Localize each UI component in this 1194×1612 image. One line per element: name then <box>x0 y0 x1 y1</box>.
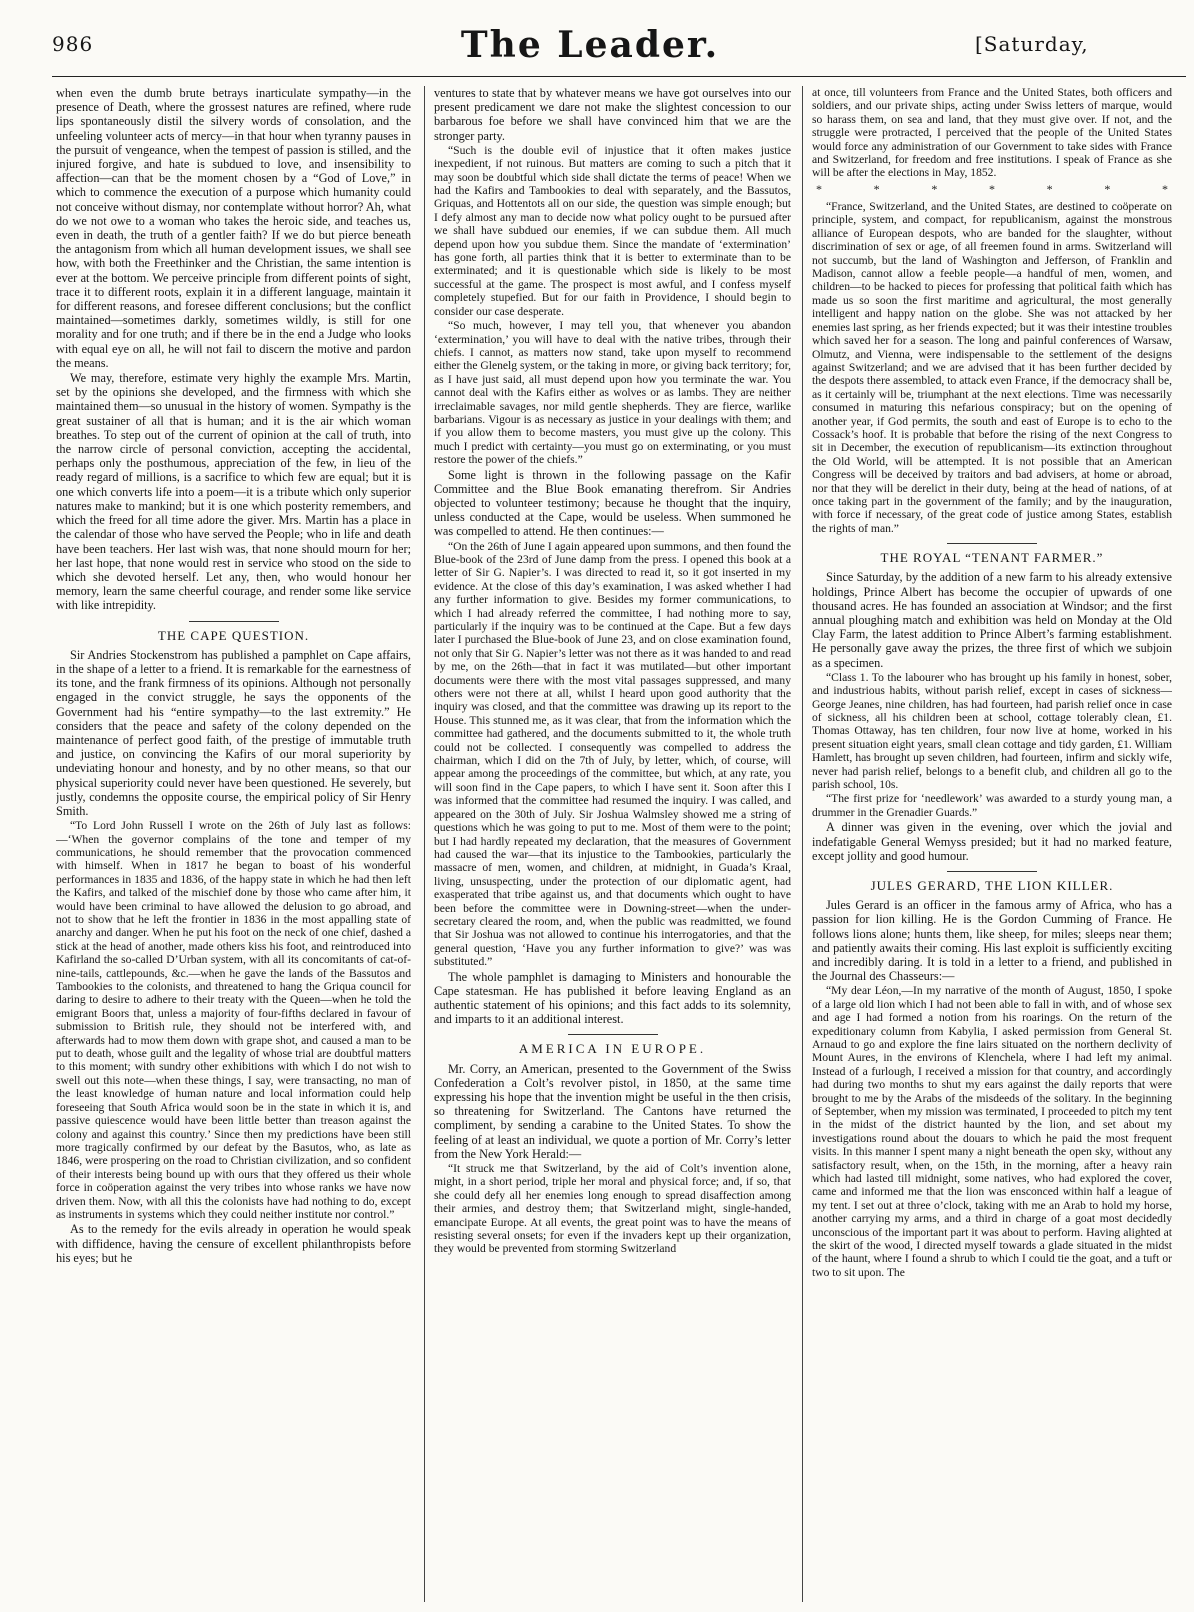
paragraph: As to the remedy for the evils already in operation he would speak with diffidence, having the censure of excellent philanthropists before his eyes; but he <box>56 1222 411 1265</box>
column-3 <box>812 86 1172 1602</box>
column-divider <box>802 86 803 1602</box>
masthead-title: The Leader. <box>460 24 720 66</box>
column-2 <box>434 86 791 1602</box>
article-heading-america-in-europe: AMERICA IN EUROPE. <box>518 1041 707 1057</box>
article-heading-lion-killer: JULES GERARD, THE LION KILLER. <box>870 877 1114 893</box>
section-rule <box>189 621 279 622</box>
column-1 <box>56 86 411 1602</box>
quoted-paragraph: “It struck me that Switzerland, by the aid of Colt’s invention alone, might, in a short period, triple her moral and physical force; and, if so, that she could defy all her enemies long enough to spread disaffection among their armies, and destroy them; that Switzerland might, single-handed, emancipate Europe. At all events, the great point was to have the means of resisting several onsets; for even if the invaders kept up their organization, they would be prevented from storming Switzerland <box>434 1162 791 1256</box>
quoted-paragraph: “Class 1. To the labourer who has brought up his family in honest, sober, and industrious habits, without parish relief, except in cases of sickness—George Jeanes, nine children, has had fourteen, had parish relief once in case of sickness, all his children been at school, cottage tolerably clean, £1. Thomas Ottaway, has ten children, four now live at home, worked in his present situation eight years, small clean cottage and tidy garden, £1. William Hamlett, has brought up seven children, had fourteen, infirm and sickly wife, never had parish relief, belongs to a benefit club, and children all go to the parish school, 10s. <box>812 670 1172 792</box>
paragraph: Sir Andries Stockenstrom has published a pamphlet on Cape affairs, in the shape of a letter to a friend. It is remarkable for the earnestness of its tone, and the frank firmness of its opinions. Although not personally engaged in the convict struggle, he says the opponents of the Government had his “entire sympathy—to the last extremity.” He considers that the peace and safety of the colony depended on the maintenance of perfect good faith, of the prestige of immutable truth and justice, on convincing the Kafirs of our moral superiority by undeviating honour and honesty, and by no other means, so that our physical superiority could never have been questioned. He severely, but justly, condemns the opposite course, the empirical policy of Sir Henry Smith. <box>56 647 411 818</box>
paragraph: ventures to state that by whatever means we have got ourselves into our present predicament we dare not make the slightest concession to our barbarous foe before we shall have convinced him that we are the stronger party. <box>434 86 791 143</box>
article-heading-cape-question: THE CAPE QUESTION. <box>157 627 310 643</box>
header-rule <box>52 76 1186 77</box>
paragraph: We may, therefore, estimate very highly the example Mrs. Martin, set by the opinions she developed, and the firmness with which she maintained them—so unusual in the history of women. Sympathy is the great sustainer of all that is human; and it is the air which woman breathes. To step out of the current of opinion at the call of truth, into the narrow circle of personal conviction, accepting the accidental, perhaps only the posthumous, appreciation of the few, in lieu of the ready regard of millions, is a sacrifice to which few are equal; but it is one which converts life into a poem—it is a tribute which only superior natures make to mankind; but it is one which posterity remembers, and which the freed for all time adore the giver. Mrs. Martin has a place in the calendar of those who have served the People; who in life and death have been teachers. Her last wish was, that none should mourn for her; her last hope, that none would rest in service who stood on the side to which she devoted herself. Let any, then, who would honour her memory, learn the same cheerful courage, and render some like service with like intrepidity. <box>56 371 411 613</box>
paragraph: Jules Gerard is an officer in the famous army of Africa, who has a passion for lion killing. He is the Gordon Cumming of France. He follows lions alone; hunts them, like sheep, for miles; sleeps near them; and patiently awaits their coming. His last exploit is sufficiently exciting and incredibly daring. It is told in a letter to a friend, and published in the Journal des Chasseurs:— <box>812 898 1172 984</box>
section-rule <box>947 871 1037 872</box>
paragraph: The whole pamphlet is damaging to Ministers and honourable the Cape statesman. He has published it before leaving England as an authentic statement of his opinions; and this fact adds to its solemnity, and imparts to it an additional interest. <box>434 969 791 1027</box>
paragraph: Since Saturday, by the addition of a new farm to his already extensive holdings, Prince Albert has become the occupier of upwards of one thousand acres. He has founded an association at Windsor; and the first annual ploughing match and exhibition was held on Monday at the Old Clay Farm, the latest addition to Prince Albert’s farming establishment. He personally gave away the prizes, the three first of which we subjoin as a specimen. <box>812 570 1172 670</box>
paragraph: A dinner was given in the evening, over which the jovial and indefatigable General Wemyss presided; but it had no marked feature, except jollity and good humour. <box>812 820 1172 863</box>
section-rule <box>568 1034 658 1035</box>
paragraph: when even the dumb brute betrays inarticulate sympathy—in the presence of Death, where the grossest natures are refined, where rude lips spontaneously distil the silvery words of consolation, and the unfeeling volunteer acts of mercy—in that hour when tyranny pauses in the pursuit of vengeance, when the tempest of passion is stilled, and the injured forgive, and hate is subdued to love, and insensibility to affection—can that be the moment chosen by a “God of Love,” in which to commence the execution of a purpose which humanity could not conceive without dismay, nor contemplate without horror? Ah, what do we not owe to a woman who takes the heroic side, and teaches us, even in death, the truth of a gentler faith? If we do but pierce beneath the antagonism from which all human development issues, we shall see how, with both the Freethinker and the Christian, the same intention is ever at the bottom. We perceive principle from different points of sight, trace it to different roots, explain it in a different language, maintain it for different reasons, and foresee different conclusions; but the conflict maintained—sometimes darkly, sometimes wildly, is still for one morality and for one truth; and if there be in the end a Judge who looks with equal eye on all, he will not fail to discern the motive and pardon the means. <box>56 86 411 370</box>
quoted-paragraph: “On the 26th of June I again appeared upon summons, and then found the Blue-book of the 23rd of June damp from the press. I opened this book at a letter of Sir G. Napier’s. I was directed to read it, so it got inserted in my evidence. At the close of this day’s examination, I was asked whether I had any further information to give. Besides my former communications, to which I had already referred the committee, I had nothing more to say, particularly if the inquiry was to be continued at the Cape. But a few days later I purchased the Blue-book of June 23, and on close examination found, not only that Sir G. Napier’s letter was not there as it was handed to and read by me, on the 26th—that in fact it was mutilated—but other important documents were there with the most vital passages suppressed, and many others were not there at all, whilst I heard upon good authority that the inquiry was closed, and that the committee was drawing up its report to the House. This stunned me, as it was clear, that from the information which the committee had gathered, and the documents submitted to it, the whole truth could not be collected. I consequently was compelled to address the chairman, which I did on the 7th of July, by letter, which, of course, will appear among the proceedings of the committee, but which, at any rate, you will soon find in the Cape papers, to which I have sent it. Soon after this I was informed that the committee had resumed the inquiry. I was called, and appeared on the 30th of July. Sir Joshua Walmsley showed me a string of questions which he was going to put to me. Most of them were to the point; but I had hardly repeated my declaration, that the measures of Government had caused the war—that its injustice to the Tambookies, particularly the massacre of men, women, and children, at midnight, in Guada’s Kraal, living, unsuspecting, under the protection of our diplomatic agent, had exasperated that tribe against us, and that documents which ought to have been before the committee were in Downing-street—when the under-secretary cleared the room, and, when the public was readmitted, we found that Sir Joshua was not allowed to continue his interrogatories, and that the general question, ‘Have you any further information to give?’ was was substituted.” <box>434 539 791 969</box>
asterism: * * * * * * * <box>816 181 1168 196</box>
paragraph: Mr. Corry, an American, presented to the Government of the Swiss Confederation a Colt’s revolver pistol, in 1850, at the same time expressing his hope that the invention might be useful in the then crisis, so threatening for Switzerland. The Cantons have returned the compliment, by sending a carabine to the United States. To show the feeling of at least an individual, we quote a portion of Mr. Corry’s letter from the New York Herald:— <box>434 1061 791 1161</box>
quoted-paragraph: “The first prize for ‘needlework’ was awarded to a sturdy young man, a drummer in the Grenadier Guards.” <box>812 792 1172 819</box>
quoted-paragraph: “Such is the double evil of injustice that it often makes justice inexpedient, if not ruinous. But matters are coming to such a pitch that it may soon be doubtful which side shall dictate the terms of peace! When we had the Kafirs and Tambookies to deal with separately, and the Bassutos, Griquas, and Hottentots all on our side, the question was simple enough; but I defy almost any man to decide now what policy ought to be pursued after we shall have subdued our enemies, if we can subdue them. All much depend upon how you subdue them. Since the mandate of ‘extermination’ has gone forth, all parties think that it is better to exterminate than to be exterminated; and it is questionable which side is likely to be most successful at the game. The prospect is most awful, and I confess myself completely stupefied. But for our faith in Providence, I should begin to consider our case desperate. <box>434 143 791 318</box>
page-number: 986 <box>52 32 94 56</box>
quoted-paragraph: “My dear Léon,—In my narrative of the month of August, 1850, I spoke of a large old lion which I had not been able to fall in with, and of whose sex and age I had formed a notion from his roarings. On the return of the expeditionary column from Kabylia, I asked permission from General St. Arnaud to go and explore the fine lairs situated on the northern declivity of Mount Aures, in the environs of Klenchela, where I had left my animal. Instead of a furlough, I received a mission for that country, and accordingly had during two months to shut my ears against the daily reports that were brought to me by the Arabs of the misdeeds of the solitary. In the beginning of September, when my mission was terminated, I proceeded to pitch my tent in the midst of the district haunted by the lion, and set about my investigations round about the douars to which he paid the most frequent visits. In this manner I spent many a night beneath the open sky, without any satisfactory result, when, on the 15th, in the morning, after a heavy rain which had lasted till midnight, some natives, who had explored the cover, came and informed me that the lion was ensconced within half a league of my tent. I set out at three o’clock, taking with me an Arab to hold my horse, another carrying my arms, and a third in charge of a goat most decidedly unconscious of the important part it was about to perform. Having alighted at the skirt of the wood, I directed myself towards a glade situated in the midst of the haunt, where I found a shrub to which I could tie the goat, and a tuft or two to sit upon. The <box>812 984 1172 1279</box>
quoted-paragraph: at once, till volunteers from France and the United States, both officers and soldiers, and our private ships, acting under Swiss letters of marque, would so harass them, on sea and land, that they must give over. If not, and the struggle were protracted, I perceived that the people of the United States would force any administration of our Government to take sides with France and Switzerland, for freedom and free institutions. I speak of France as she will be after the elections in May, 1852. <box>812 86 1172 180</box>
article-heading-tenant-farmer: THE ROYAL “TENANT FARMER.” <box>880 550 1104 566</box>
paragraph: Some light is thrown in the following passage on the Kafir Committee and the Blue Book emanating therefrom. Sir Andries objected to volunteer testimony; because he thought that the inquiry, unless conducted at the Cape, would be useless. When summoned he was compelled to attend. He then continues:— <box>434 467 791 539</box>
quoted-paragraph: “So much, however, I may tell you, that whenever you abandon ‘extermination,’ you will have to deal with the native tribes, through their chiefs. I cannot, as matters now stand, take upon myself to recommend either the Glenelg system, or the taking in more, or giving back territory; for, as I have just said, all must depend upon how you terminate the war. You cannot deal with the Kafirs either as wolves or as lambs. They are neither irreclaimable savages, nor mild gentle shepherds. They are fierce, warlike barbarians. Vigour is as necessary as justice in your dealings with them; and if you allow them to become masters, you must give up the colony. This much I predict with certainty—you must go on exterminating, or you must restore the power of the chiefs.” <box>434 319 791 467</box>
quoted-paragraph: “To Lord John Russell I wrote on the 26th of July last as follows:—‘When the governor complains of the tone and temper of my communications, he should remember that the provocation commenced with himself. When in 1817 he began to boast of his wonderful performances in 1835 and 1836, of the happy state in which he had then left the Kafirs, and talked of the mischief done by those who came after him, it would have been criminal to have allowed the delusion to go abroad, and not to show that he left the frontier in 1836 in the most appalling state of anarchy and danger. When he put his foot on the neck of one chief, dashed a stick at the head of another, made others kiss his foot, and reintroduced into Kafirland the so-called D’Urban system, with all its concomitants of cat-of-nine-tails, cattlepounds, &c.—when he gave the lands of the Bassutos and Tambookies to the colonists, and threatened to hang the Griqua council for daring to desire to adhere to their treaty with the Queen—when he told the emigrant Boors that, unless a majority of four-fifths declared in favour of submission to British rule, they should not be interfered with, and afterwards had to mow them down with grape shot, and caused a man to be put to death, whose guilt and the legality of whose trial are doubtful matters to this moment; with sundry other exhibitions with which I do not wish to swell out this note—when these things, I say, were transacting, no man of the least knowledge of human nature and local information could help foreseeing that South Africa would soon be in the state in which it is, and passive quiescence would have been little better than treason against the colony and against this country.’ Since then my predictions have been still more tragically confirmed by our defeat by the Basutos, who, as late as 1846, were prospering on the road to Christian civilization, and so confident of their interests being bound up with ours that they offered us their whole force in coöperation against the very tribes into whose ranks we have now driven them. Now, with all this the colonists have had nothing to do, except as instruments in systems which they could neither institute nor control.” <box>56 819 411 1221</box>
issue-date: [Saturday, <box>975 32 1089 56</box>
column-divider <box>424 86 425 1602</box>
quoted-paragraph: “France, Switzerland, and the United States, are destined to coöperate on principle, system, and compact, for republicanism, against the monstrous alliance of European despots, who are banded for the slaughter, without discrimination of sex or age, of all freemen found in arms. Switzerland will not succumb, but the land of Washington and Jefferson, of Franklin and Madison, cannot allow a feeble people—a handful of men, women, and children—to be hacked to pieces for professing that political faith which has made us so soon the first maritime and agricultural, the most generally intelligent and happy nation on the globe. She was not attacked by her enemies last spring, as her friends expected; but it was their intestine troubles which saved her for a season. The long and painful conferences of Warsaw, Olmutz, and Vienna, were indispensable to the settlement of the designs against Switzerland; and we are advised that it has been further decided by the despots there assembled, to attack even France, if the democracy shall be, as it certainly will be, triumphant at the next elections. Time was necessarily consumed in maturing this nefarious conspiracy; but on the opening of another year, if God permits, the south and east of Europe is to echo to the Cossack’s hoof. It is probable that before the rising of the next Congress to sit in December, the execution of republicanism—its extinction throughout the Old World, will be attempted. It is not possible that an American Congress will be deceived by traitors and bad advisers, at home or abroad, nor that they will be derelict in their duty, being at the head of nations, of at once taking part in the government of the family; and by the inauguration, with force if necessary, of the great code of justice among States, establish the rights of man.” <box>812 200 1172 535</box>
section-rule <box>947 543 1037 544</box>
